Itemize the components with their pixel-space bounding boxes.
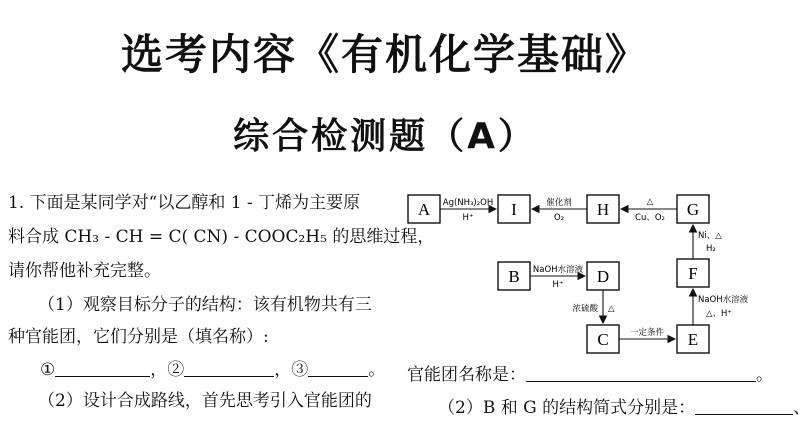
svg-text:C: C	[597, 330, 609, 349]
label-c-e: 一定条件	[629, 328, 665, 338]
blank-1-marker: ①	[40, 360, 56, 380]
right-line-2	[438, 393, 810, 418]
box-d	[587, 262, 619, 290]
box-i	[498, 195, 530, 223]
right-line-1	[407, 360, 773, 385]
label-e-f-2: △、H⁺	[706, 309, 732, 319]
label-b-d-top: NaOH水溶液	[532, 265, 584, 275]
label-d-c-right: △	[608, 304, 615, 314]
answer-blank-2[interactable]	[184, 360, 274, 377]
svg-text:G: G	[686, 200, 700, 219]
question-1-line-1: 1. 下面是某同学对“以乙醇和 1 - 丁烯为主要原	[8, 193, 361, 213]
question-1-line-3: 请你帮他补充完整。	[8, 261, 161, 281]
right-line-1-end: 。	[756, 365, 773, 385]
question-1-part-1-line-2: 种官能团，它们分别是（填名称）:	[8, 327, 269, 347]
right-line-1-text: 官能团名称是：	[407, 365, 526, 385]
page-title: 选考内容《有机化学基础》	[120, 30, 649, 79]
answer-blank-1[interactable]	[55, 360, 150, 377]
svg-text:H: H	[596, 200, 610, 219]
label-a-i-bottom: H⁺	[462, 213, 474, 223]
answer-blank-b[interactable]	[695, 398, 793, 415]
label-h-i-bottom: O₂	[553, 213, 565, 223]
question-1-part-2-line-1: （2）设计合成路线，首先思考引入官能团的	[38, 391, 372, 411]
question-1-part-1-line-1: （1）观察目标分子的结构：该有机物共有三	[38, 295, 372, 315]
box-b	[498, 262, 530, 290]
svg-text:E: E	[687, 330, 699, 349]
box-c	[587, 325, 619, 353]
label-g-h-bottom: Cu、O₂	[635, 213, 665, 223]
answer-blank-3[interactable]	[308, 360, 368, 377]
label-a-i-top: Ag(NH₃)₂OH	[442, 198, 494, 208]
svg-text:F: F	[688, 264, 698, 283]
svg-text:D: D	[596, 267, 610, 286]
synthesis-flow-diagram	[400, 183, 768, 355]
right-line-2-end: 、	[793, 398, 810, 418]
svg-text:A: A	[417, 200, 431, 219]
label-h-i-top: 催化剂	[546, 198, 572, 208]
box-g	[677, 195, 709, 223]
blank-2-marker: ，②	[150, 360, 185, 380]
svg-text:I: I	[511, 200, 517, 219]
label-g-h-top: △	[646, 197, 654, 207]
box-f	[677, 259, 709, 287]
svg-text:B: B	[508, 267, 520, 286]
box-h	[587, 195, 619, 223]
label-b-d-bottom: H⁺	[552, 280, 564, 290]
answer-blank-groups[interactable]	[526, 365, 756, 382]
blanks-end: 。	[368, 360, 386, 380]
box-e	[677, 325, 709, 353]
label-e-f-1: NaOH水溶液	[698, 295, 749, 305]
answer-blanks-row	[40, 355, 385, 380]
label-d-c-left: 浓硫酸	[572, 304, 598, 314]
question-1-line-2: 料合成 CH₃ - CH = C( CN) - COOC₂H₅ 的思维过程，	[8, 227, 435, 247]
box-a	[408, 195, 440, 223]
label-f-g-1: Ni、△	[698, 231, 722, 241]
page-subtitle: 综合检测题（A）	[233, 116, 537, 157]
label-f-g-2: H₂	[706, 244, 716, 254]
right-line-2-text: （2）B 和 G 的结构简式分别是：	[438, 398, 696, 418]
blank-3-marker: ，③	[274, 360, 309, 380]
